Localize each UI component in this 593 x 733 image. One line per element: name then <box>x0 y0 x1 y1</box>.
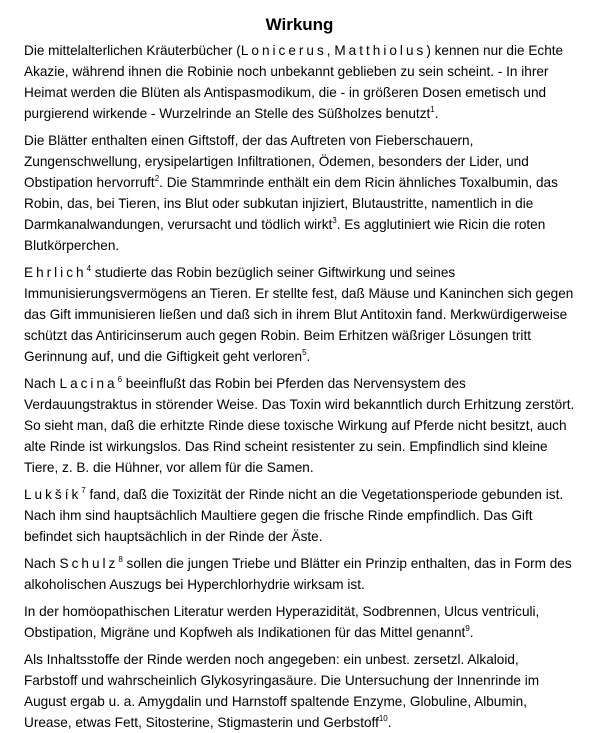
text: fand, daß die Toxizität der Rinde nicht an die Vegetationsperiode gebunden ist. Nach ihm sind hauptsächlich Maultiere gegen die frische Rinde empfindlich. Das Gift befindet sich hauptsächlich in der Rinde der Äste. <box>24 487 564 544</box>
footnote-ref: 7 <box>81 486 86 495</box>
footnote-ref: 8 <box>118 555 123 564</box>
author-name: Lukšík <box>24 487 82 502</box>
text: In der homöopathischen Literatur werden Hyperazidität, Sodbrennen, Ulcus ventriculi, Obstipation, Migräne und Kopfweh als Indikationen für das Mittel genannt <box>24 604 540 640</box>
text: . <box>469 625 474 640</box>
author-name: Ehrlich <box>24 265 87 280</box>
paragraph-homoeopathie <box>24 601 575 643</box>
footnote-ref: 10 <box>378 714 388 723</box>
paragraph-lacina <box>24 373 575 478</box>
paragraph-blaetter <box>24 130 575 256</box>
paragraph-inhaltsstoffe <box>24 649 575 733</box>
text: . <box>434 106 439 121</box>
paragraph-luksik <box>24 484 575 547</box>
text: Nach <box>24 556 60 571</box>
footnote-ref: 4 <box>86 264 92 273</box>
footnote-ref: 2 <box>154 174 160 183</box>
author-name: Matthiolus <box>334 43 427 58</box>
footnote-ref: 6 <box>117 375 123 384</box>
footnote-ref: 5 <box>302 348 307 357</box>
text: . Die Stammrinde enthält ein dem Ricin ähnliches Toxalbumin, das Robin, das, bei Tieren, ins Blut oder subkutan injiziert, Blutaustritte, namentlich in die Darmkanalwandungen, verursacht und tödlich wirkt <box>24 175 558 232</box>
section-title: Wirkung <box>265 15 334 34</box>
paragraph-ehrlich <box>24 262 575 367</box>
text: Die mittelalterlichen Kräuterbücher ( <box>24 43 241 58</box>
text: ) kennen nur die Echte Akazie, während ihnen die Robinie noch unbekannt geblieben zu sein scheint. - In ihrer Heimat werden die Blüten als Antispasmodikum, die - in größeren Dosen emetisch und purgierend wirkende - Wurzelrinde an Stelle des Süßholzes benutzt <box>24 43 564 121</box>
author-name: Schulz <box>59 556 119 571</box>
text: Als Inhaltsstoffe der Rinde werden noch angegeben: ein unbest. zersetzl. Alkaloid, Farbstoff und wahrscheinlich Glykosyringasäure. Die Untersuchung der Innenrinde im August ergab u. a. Amygdalin und Harnstoff spaltende Enzyme, Globuline, Albumin, Urease, etwas Fett, Sitosterine, Stigmasterin und Gerbstoff <box>24 652 540 730</box>
text: . <box>387 715 392 730</box>
paragraph-schulz <box>24 553 575 595</box>
text: sollen die jungen Triebe und Blätter ein Prinzip enthalten, das in Form des alkoholischen Auszugs bei Hyperchlorhydrie wirksam ist. <box>24 556 572 592</box>
text: . Es agglutiniert wie Ricin die roten Blutkörperchen. <box>24 217 546 253</box>
text: studierte das Robin bezüglich seiner Giftwirkung und seines Immunisierungsvermögens an Tieren. Er stellte fest, daß Mäuse und Kaninchen sich gegen das Gift immunisieren ließen und daß sich in ihrem Blut Antitoxin fand. Merkwürdigerweise schützt das Antiricinserum auch gegen Robin. Beim Erhitzen wäßriger Lösungen tritt Gerinnung auf, und die Giftigkeit geht verloren <box>24 265 574 364</box>
text: . <box>306 349 311 364</box>
author-name: Lacina <box>59 376 118 391</box>
text: Nach <box>24 376 60 391</box>
footnote-ref: 3 <box>332 216 337 225</box>
footnote-ref: 1 <box>430 105 435 114</box>
author-name: Lonicerus <box>240 43 327 58</box>
text: Die Blätter enthalten einen Giftstoff, der das Auftreten von Fieberschauern, Zungenschwellung, erysipelartigen Infiltrationen, Ödemen, besonders der Lider, und Obstipation hervorruft <box>24 133 529 190</box>
paragraph-kraeuterbuecher <box>24 40 575 124</box>
text: , <box>326 43 335 58</box>
text: beeinflußt das Robin bei Pferden das Nervensystem des Verdauungstraktus in störender Weise. Das Toxin wird bekanntlich durch Erhitzung zerstört. So sieht man, daß die erhitzte Rinde diese toxische Wirkung auf Pferde nicht besitzt, auch alte Rinde ist wirkungslos. Das Rind scheint resistenter zu sein. Empfindlich sind kleine Tiere, z. B. die Hühner, vor allem für die Samen. <box>24 376 575 475</box>
footnote-ref: 9 <box>465 624 470 633</box>
